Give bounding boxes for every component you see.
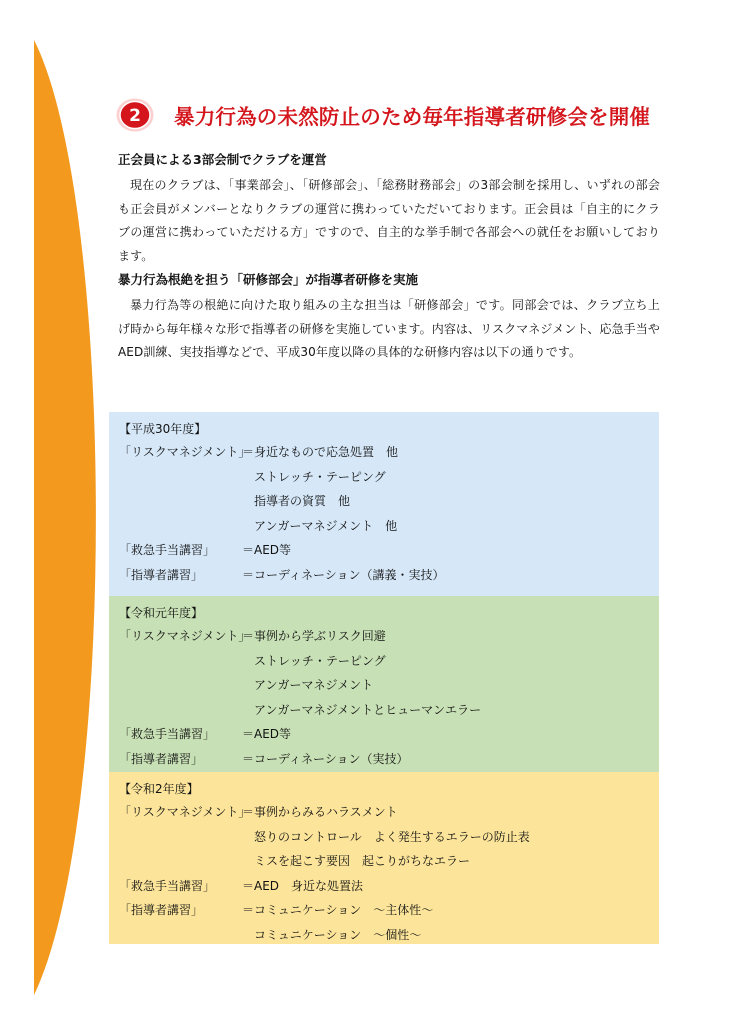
- training-category: [119, 514, 242, 539]
- paragraph-committees: 現在のクラブは、「事業部会」、「研修部会」、「総務財務部会」の3部会制を採用し、いずれの部会も正会員がメンバーとなりクラブの運営に携わっていただいております。正会員は「自主的にクラブの運営に携わっていただける方」ですので、自主的な挙手制で各部会への就任をお願いしております。: [118, 178, 660, 263]
- training-category: [119, 923, 242, 948]
- training-box-h30: [109, 412, 659, 596]
- training-category: 「リスクマネジメント」: [119, 445, 251, 459]
- training-row: [119, 747, 649, 772]
- training-category: 「救急手当講習」: [119, 543, 216, 557]
- section-number-badge: [115, 97, 155, 133]
- training-box-r1: [109, 596, 659, 772]
- training-row: [119, 849, 649, 874]
- training-row: [119, 874, 649, 899]
- subheading-three-committees: 正会員による3部会制でクラブを運営: [118, 152, 327, 167]
- training-content: ＝事例からみるハラスメント: [242, 805, 398, 819]
- training-row: [119, 722, 649, 747]
- training-content: ＝AED等: [242, 543, 292, 557]
- body-text: [118, 150, 660, 367]
- training-category: [119, 673, 242, 698]
- training-row: [119, 698, 649, 723]
- training-category: [119, 825, 242, 850]
- training-category: 「指導者講習」: [119, 903, 204, 917]
- year-label: 【令和2年度】: [119, 782, 199, 796]
- training-box-r2: [109, 772, 659, 944]
- training-row: [119, 800, 649, 825]
- subheading-training-committee: 暴力行為根絶を担う「研修部会」が指導者研修を実施: [118, 272, 419, 287]
- training-content: ＝コーディネーション（実技）: [242, 751, 409, 766]
- training-row: [119, 649, 649, 674]
- training-category: 「リスクマネジメント」: [119, 805, 251, 819]
- training-row: [119, 624, 649, 649]
- orange-crescent-decoration: [0, 0, 120, 1033]
- training-row: [119, 825, 649, 850]
- training-category: 「指導者講習」: [119, 751, 204, 766]
- training-row: [119, 465, 649, 490]
- training-content: ストレッチ・テーピング: [254, 469, 386, 484]
- training-row: [119, 440, 649, 465]
- training-content: ＝AED 身近な処置法: [242, 878, 364, 893]
- training-content: ＝コーディネーション（講義・実技）: [242, 567, 445, 582]
- training-category: 「救急手当講習」: [119, 878, 216, 893]
- training-category: [119, 849, 242, 874]
- training-row: [119, 538, 649, 563]
- training-category: 「救急手当講習」: [119, 727, 216, 741]
- year-label: 【令和元年度】: [119, 606, 204, 620]
- training-content: ミスを起こす要因 起こりがちなエラー: [254, 854, 471, 868]
- training-content: アンガーマネジメント: [254, 678, 374, 692]
- training-content: 怒りのコントロール よく発生するエラーの防止表: [254, 829, 530, 844]
- year-label: 【平成30年度】: [119, 422, 207, 436]
- training-category: [119, 465, 242, 490]
- training-category: 「リスクマネジメント」: [119, 629, 251, 643]
- training-content: アンガーマネジメントとヒューマンエラー: [254, 702, 482, 717]
- training-content: ＝事例から学ぶリスク回避: [242, 629, 386, 643]
- training-category: 「指導者講習」: [119, 567, 204, 582]
- training-row: [119, 563, 649, 588]
- section-number: 2: [129, 106, 141, 126]
- training-category: [119, 649, 242, 674]
- training-content: ＝AED等: [242, 727, 292, 741]
- training-row: [119, 898, 649, 923]
- training-row: [119, 514, 649, 539]
- section-title: 暴力行為の未然防止のため毎年指導者研修会を開催: [174, 105, 651, 129]
- training-category: [119, 489, 242, 514]
- training-content: アンガーマネジメント 他: [254, 518, 398, 533]
- paragraph-training: 暴力行為等の根絶に向けた取り組みの主な担当は「研修部会」です。同部会では、クラブ立ち上げ時から毎年様々な形で指導者の研修を実施しています。内容は、リスクマネジメント、応急手当やAED訓練、実技指導などで、平成30年度以降の具体的な研修内容は以下の通りです。: [118, 298, 660, 359]
- training-content: 指導者の資質 他: [254, 494, 351, 508]
- training-row: [119, 489, 649, 514]
- training-content: ＝コミュニケーション ～主体性～: [242, 903, 434, 917]
- training-category: [119, 698, 242, 723]
- training-row: [119, 923, 649, 948]
- training-content: ストレッチ・テーピング: [254, 653, 386, 668]
- training-content: ＝身近なもので応急処置 他: [242, 445, 399, 459]
- training-content: コミュニケーション ～個性～: [254, 927, 422, 942]
- training-row: [119, 673, 649, 698]
